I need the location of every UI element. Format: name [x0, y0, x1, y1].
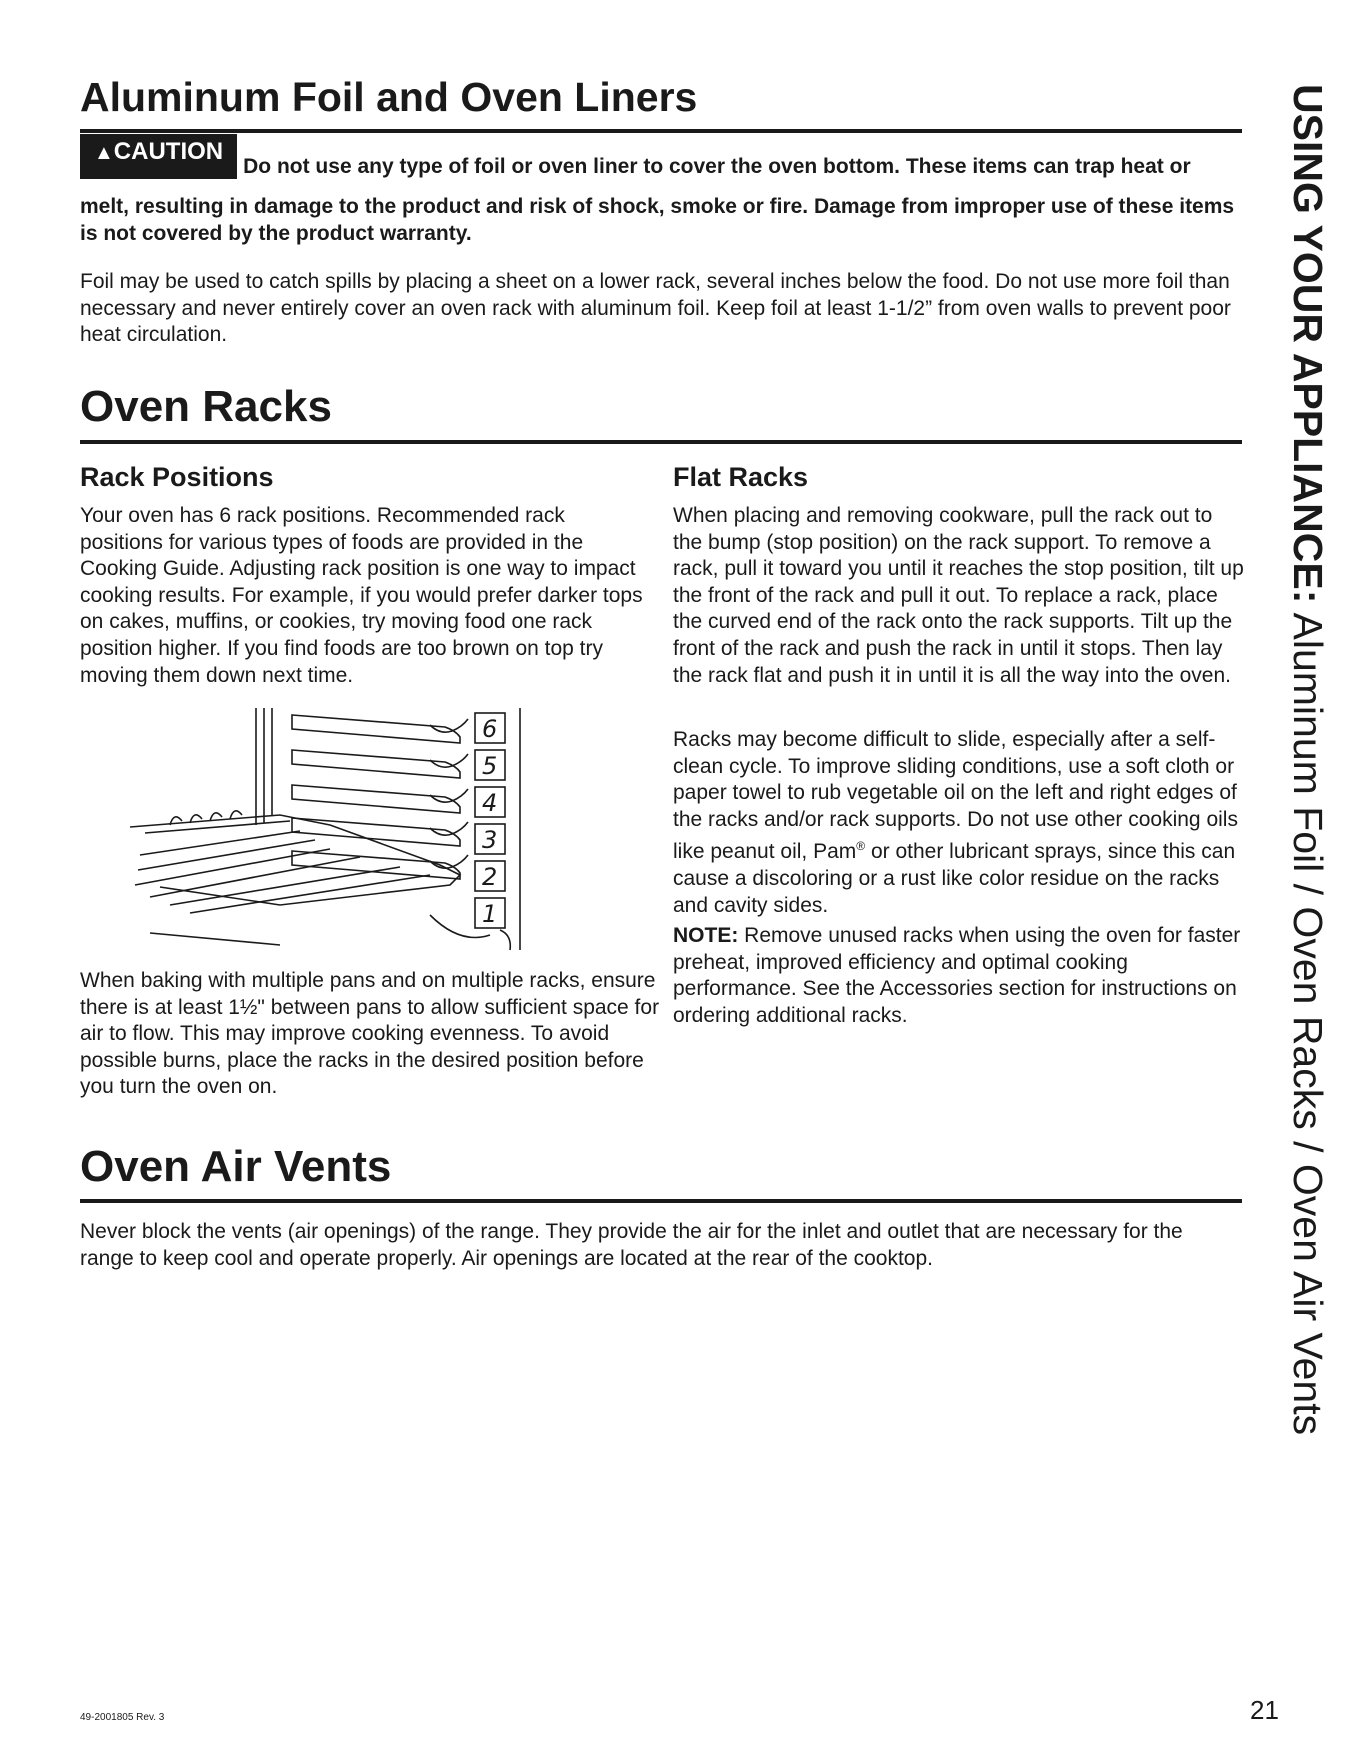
rack-number-3: 3 [482, 826, 498, 854]
page-number: 21 [1250, 1695, 1279, 1725]
rack-number-2: 2 [482, 863, 498, 891]
rack-positions-title: Rack Positions [80, 462, 274, 492]
caution-paragraph [80, 138, 1242, 247]
side-tab-rest: Aluminum Foil / Oven Racks / Oven Air Vents [1285, 603, 1331, 1436]
foil-body: Foil may be used to catch spills by placing a sheet on a lower rack, several inches below the food. Do not use more foil than necessary and never entirely cover an oven rack with aluminum foil. Keep foil at least 1-1/2” from oven walls to prevent poor heat circulation. [80, 270, 1231, 347]
rack-number-1: 1 [482, 900, 498, 928]
section-title-foil: Aluminum Foil and Oven Liners [80, 74, 698, 120]
warning-triangle-icon: ▲ [94, 142, 114, 164]
side-tab-label [1285, 84, 1331, 1436]
caution-label: CAUTION [113, 138, 224, 165]
oven-rack-illustration [130, 705, 530, 955]
rack-number-4: 4 [482, 789, 498, 817]
rack-number-6: 6 [482, 715, 498, 743]
section-rule-vents [80, 1199, 1242, 1203]
multi-pans-body: When baking with multiple pans and on multiple racks, ensure there is at least 1½" between pans to allow sufficient space for air to flow. This may improve cooking evenness. To avoid possible burns, place the racks in the desired position before you turn the oven on. [80, 969, 660, 1099]
document-number: 49-2001805 Rev. 3 [80, 1712, 165, 1723]
note-label: NOTE: [673, 924, 739, 947]
caution-badge [80, 134, 237, 179]
note-paragraph [673, 923, 1245, 1029]
section-title-racks: Oven Racks [80, 382, 332, 431]
flat-racks-body-1: When placing and removing cookware, pull the rack out to the bump (stop position) on the rack support. To remove a rack, pull it toward you until it reaches the stop position, tilt up the front of the rack and pull it out. To replace a rack, place the curved end of the rack onto the rack supports. Tilt up the front of the rack and push the rack in until it stops. Then lay the rack flat and push it in until it is all the way into the oven. [673, 504, 1244, 687]
rack-positions-body: Your oven has 6 rack positions. Recommended rack positions for various types of foods are provided in the Cooking Guide. Adjusting rack position is one way to impact cooking results. For example, if you would prefer darker tops on cakes, muffins, or cookies, try moving food one rack position higher. If you find foods are too brown on top try moving them down next time. [80, 504, 643, 687]
flat-racks-body-2-a: Racks may become difficult to slide, especially after a self-clean cycle. To improve sliding conditions, use a soft cloth or paper towel to rub vegetable oil on the left and right edges of the racks and/or rack supports. Do not use other cooking oils like peanut oil, Pam [673, 728, 1238, 864]
section-rule-foil [80, 129, 1242, 133]
section-rule-racks [80, 440, 1242, 444]
registered-mark: ® [856, 839, 866, 854]
note-body: Remove unused racks when using the oven for faster preheat, improved efficiency and optimal cooking performance. See the Accessories section for instructions on ordering additional racks. [673, 924, 1241, 1027]
caution-text: Do not use any type of foil or oven liner to cover the oven bottom. These items can trap heat or melt, resulting in damage to the product and risk of shock, smoke or fire. Damage from improper use of these items is not covered by the product warranty. [80, 155, 1235, 245]
vents-body: Never block the vents (air openings) of the range. They provide the air for the inlet and outlet that are necessary for the range to keep cool and operate properly. Air openings are located at the rear of the cooktop. [80, 1220, 1183, 1270]
flat-racks-title: Flat Racks [673, 462, 809, 492]
flat-racks-body-2-b: or other lubricant sprays, since this can cause a discoloring or a rust like color residue on the racks and cavity sides. [673, 840, 1236, 917]
section-title-vents: Oven Air Vents [80, 1142, 392, 1191]
side-tab-strong: USING YOUR APPLIANCE: [1285, 84, 1331, 604]
rack-number-5: 5 [482, 752, 498, 780]
flat-racks-body-2 [673, 727, 1245, 919]
